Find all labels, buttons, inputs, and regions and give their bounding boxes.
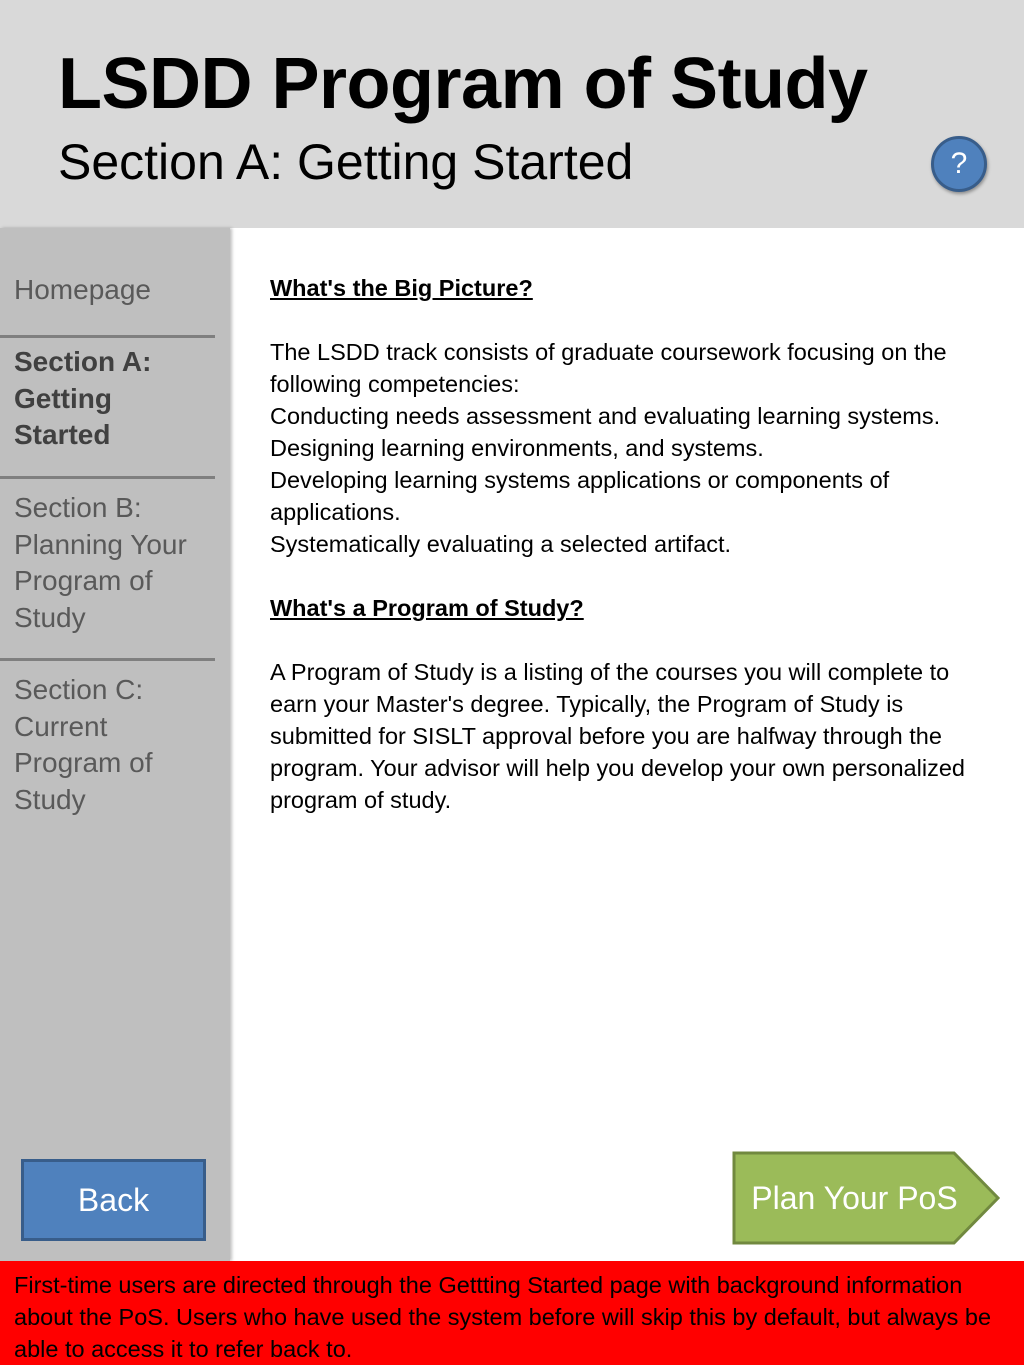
back-button[interactable]: Back [21,1159,206,1241]
program-of-study-text: A Program of Study is a listing of the courses you will complete to earn your Master's degree. Typically, the Program of Study is submitted for SISLT approval before you are halfway through the program. Your advisor will help you develop your own personalized program of study. [270,659,965,813]
sidebar-item-homepage[interactable]: Homepage [14,274,151,305]
page-title: LSDD Program of Study [58,44,868,124]
page-subtitle: Section A: Getting Started [58,134,634,190]
program-of-study-heading: What's a Program of Study? [270,595,584,621]
sidebar-divider [0,335,215,338]
plan-your-pos-label: Plan Your PoS [751,1180,958,1216]
sidebar-item-section-c[interactable]: Section C: Current Program of Study [14,674,153,815]
sidebar-divider [0,658,215,661]
main-content [270,272,990,816]
big-picture-text: The LSDD track consists of graduate coursework focusing on the following competencies: Conducting needs assessment and evaluating learning systems. Designing learning environments, and systems. Developing learning systems applications or components of applications. Systematically evaluating a selected artifact. [270,339,947,557]
sidebar-divider [0,476,215,479]
big-picture-heading: What's the Big Picture? [270,275,533,301]
annotation-note: First-time users are directed through the Gettting Started page with background information about the PoS. Users who have used the system before will skip this by default, but always be able to access it to refer back to. [0,1261,1024,1365]
sidebar-item-section-a[interactable]: Section A: Getting Started [14,346,152,450]
help-button[interactable]: ? [931,136,987,192]
sidebar-nav [0,228,230,1261]
sidebar-item-section-b[interactable]: Section B: Planning Your Program of Study [14,492,187,633]
page-header [0,0,1024,228]
plan-your-pos-button[interactable] [732,1151,1000,1245]
